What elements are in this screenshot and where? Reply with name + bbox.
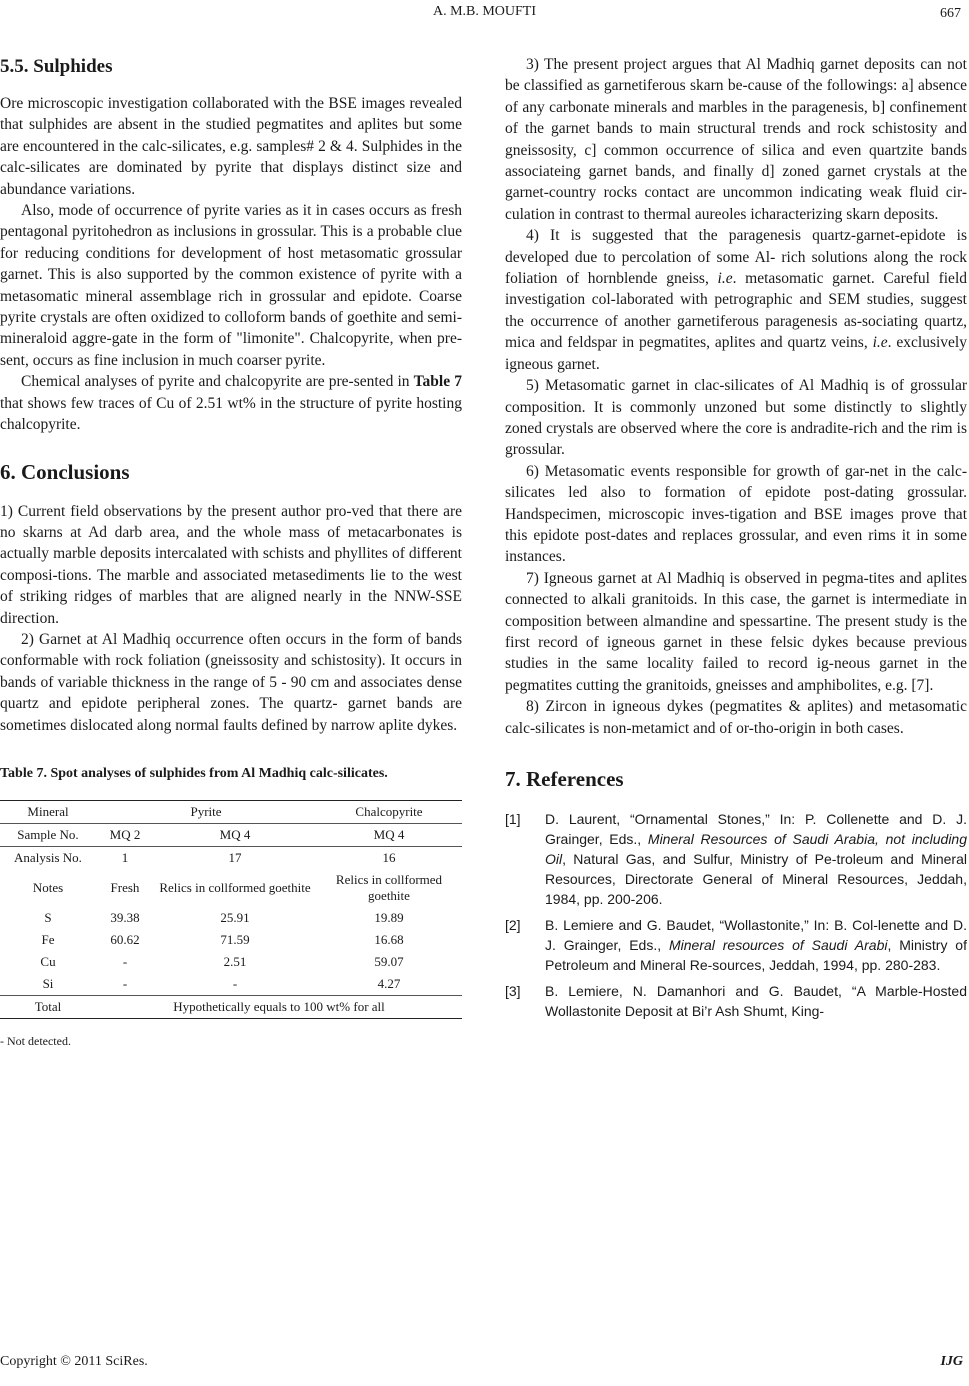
table-cell: 17 [154, 846, 316, 869]
table-cell: MQ 4 [316, 823, 462, 846]
table-cell: - [232, 975, 238, 991]
conclusion-4: 4) It is suggested that the paragenesis quartz-garnet-epidote is developed due to percolation of some Al- rich solutions along the rock foliation of hornblende gneiss, i.e. metasomatic garnet. Careful field investigation col-laborated with petrographic and SEM studies, suggest the occurrence of another garnetiferous paragenesis as-sociating quartz, mica and feldspar in pegmatites, aplites and quartz veins, i.e. exclusively igneous garnet. [505, 227, 967, 373]
section-heading-conclusions: 6. Conclusions [0, 459, 130, 484]
table-cell: - [122, 975, 128, 991]
table-cell: Total [0, 995, 96, 1018]
table-row [0, 951, 462, 973]
conclusion-5: 5) Metasomatic garnet in clac-silicates of Al Madhiq is of grossular composition. It is commonly unzoned but some distinctly to slightly zoned crystals are observed where the core is andradite-rich and the rim is grossular. [505, 377, 967, 459]
reference-item [505, 915, 967, 975]
reference-number: [2] [505, 917, 521, 933]
conclusion-3: 3) The present project argues that Al Madhiq garnet deposits can not be classified as garnetiferous skarn be-cause of the followings: a] absence of any carbonate minerals and marbles in the paragenesis, b] confinement of the garnet bands to main structural trends and rock schistosity and gneissosity, c] common occurrence of silica and even quartzite bands associateing garnet bands, and finally d] zoned garnet crystals at the garnet-country rocks contact are uncommon indicating weak fluid cir-culation in contrast to thermal aureoles icharacterizing skarn deposits. [505, 56, 967, 223]
footer-copyright: Copyright © 2011 SciRes. [0, 1354, 148, 1369]
conclusion-2: 2) Garnet at Al Madhiq occurrence often occurs in the form of bands conformable with rock foliation (gneissosity and schistosity). It occurs in bands of variable thickness in the range of 5 - 90 cm and associates dense quartz and epidote peripheral zones. The quartz- garnet bands are sometimes dislocated along normal faults defined by narrow aplite dykes. [0, 630, 462, 734]
reference-text: B. Lemiere and G. Baudet, “Wollastonite,” In: B. Col-lenette and D. J. Grainger, Eds., Mineral resources of Saudi Arabi, Ministry of Petroleum and Mineral Re-sources, Jeddah, 1994, pp. 280-283. [545, 917, 967, 973]
paragraph: Also, mode of occurrence of pyrite varies as it in cases occurs as fresh pentagonal pyritohedron as inclusions in grossular. This is a probable clue for reducing conditions for development of host metasomatic grossular garnet. This is also supported by the common existence of pyrite with a metasomatic mineral assemblage rich in grossular and epidote. Coarse pyrite crystals are often oxidized to colloform bands of goethite and semi-mineraloid aggre-gate in the form of "limonite". Chalcopyrite, when pre-sent, occurs as fine inclusion in much coarser pyrite. [0, 202, 462, 369]
table-cell: 71.59 [220, 931, 250, 947]
table-cell: 16 [316, 846, 462, 869]
left-column [0, 54, 462, 1052]
reference-item [505, 809, 967, 909]
running-header-author: A. M.B. MOUFTI [432, 4, 537, 19]
table-cell: 25.91 [220, 909, 250, 925]
table-cell: Si [42, 975, 54, 991]
table-header-cell: Mineral [0, 800, 96, 823]
table-cell: 59.07 [374, 953, 404, 969]
table-row [0, 823, 462, 846]
right-column [505, 54, 967, 1027]
conclusion-8: 8) Zircon in igneous dykes (pegmatites & aplites) and metasomatic calc-silicates is non-metamict and of or-tho-origin in both cases. [505, 698, 967, 737]
table-cell: 2.51 [223, 953, 247, 969]
paragraph: Ore microscopic investigation collaborated with the BSE images revealed that sulphides are absent in the studied pegmatites and aplites but some are encountered in the calc-silicates, e.g. samples# 2 & 4. Sulphides in the calc-silicates are dominated by pyrite that displays distinct size and abundance variations. [0, 95, 462, 198]
footer-journal: IJG [940, 1354, 963, 1369]
table-cell: S [44, 909, 52, 925]
table-cell: MQ 4 [154, 823, 316, 846]
table-cell: 4.27 [377, 975, 401, 991]
table-cell: MQ 2 [96, 823, 154, 846]
conclusion-7: 7) Igneous garnet at Al Madhiq is observed in pegma-tites and aplites connected to alkali granitoids. In this case, the garnet is intermediate in composition between almandine and spessartine. The present study is the first record of igneous garnet in these felsic dykes because previous studies in the same locality failed to record ig-neous garnet in the pegmatites cutting the granitoids, gneisses and amphibolites, e.g. [7]. [505, 569, 967, 694]
table-cell: Relics in collformed goethite [335, 871, 443, 903]
conclusion-1: 1) Current field observations by the present author pro-ved that there are no skarns at Ad darb area, and the whole mass of metacarbonates is actually marble deposits intercalated with schists and phyllites of different composi-tions. The marble and associated metasediments lie to the west of striking ridges of marbles that are aligned nearly in the NNW-SSE direction. [0, 502, 462, 627]
table-row [0, 869, 462, 907]
table-reference: Table 7 [413, 373, 462, 391]
table-cell: Notes [32, 879, 64, 895]
section-heading-sulphides: 5.5. Sulphides [0, 56, 113, 77]
reference-text: B. Lemiere, N. Damanhori and G. Baudet, “A Marble-Hosted Wollastonite Deposit at Bi’r Ash Shumt, King- [545, 983, 967, 1019]
table-cell: 39.38 [110, 909, 140, 925]
table-row [0, 929, 462, 951]
table-cell: Cu [40, 953, 56, 969]
table-header-cell: Pyrite [96, 800, 316, 823]
reference-text: D. Laurent, “Ornamental Stones,” In: P. Collenette and D. J. Grainger, Eds., Mineral Resources of Saudi Arabia, not including Oil, Natural Gas, and Sulfur, Ministry of Pe-troleum and Mineral Resources, Directorate General of Mineral Resources, Jeddah, 1984, pp. 200-206. [545, 811, 967, 907]
paragraph: Chemical analyses of pyrite and chalcopyrite are pre-sented in Table 7 that shows few traces of Cu of 2.51 wt% in the structure of pyrite hosting chalcopyrite. [0, 373, 462, 434]
table-cell: Relics in collformed goethite [159, 879, 311, 895]
table-row [0, 846, 462, 869]
table-footnote: - Not detected. [0, 1033, 71, 1048]
table-total-row [0, 995, 462, 1018]
sulphides-table [0, 800, 462, 1019]
reference-number: [1] [505, 811, 521, 827]
page-number: 667 [940, 6, 961, 21]
conclusion-6: 6) Metasomatic events responsible for growth of gar-net in the calc-silicates led also to formation of epidote post-dating grossular. Handspecimen, microscopic inves-tigation and BSE images prove that this epidote post-dates and replaces grossular, and even rims it in some instances. [505, 462, 967, 566]
table-cell: Fresh [110, 879, 140, 895]
table-cell: 19.89 [374, 909, 404, 925]
table-cell: 1 [96, 846, 154, 869]
table-cell: 60.62 [110, 931, 140, 947]
table-cell: Fe [41, 931, 55, 947]
table-header-row [0, 800, 462, 823]
table-cell: - [122, 953, 128, 969]
table-row [0, 973, 462, 996]
table-row [0, 907, 462, 929]
table-caption: Table 7. Spot analyses of sulphides from Al Madhiq calc-silicates. [0, 765, 388, 781]
reference-item [505, 981, 967, 1021]
reference-number: [3] [505, 983, 521, 999]
table-cell: 16.68 [374, 931, 404, 947]
table-cell: Analysis No. [0, 846, 96, 869]
table-header-cell: Chalcopyrite [316, 800, 462, 823]
table-cell: Hypothetically equals to 100 wt% for all [96, 995, 462, 1018]
section-heading-references: 7. References [505, 767, 624, 791]
reference-list [505, 809, 967, 1021]
table-cell: Sample No. [0, 823, 96, 846]
